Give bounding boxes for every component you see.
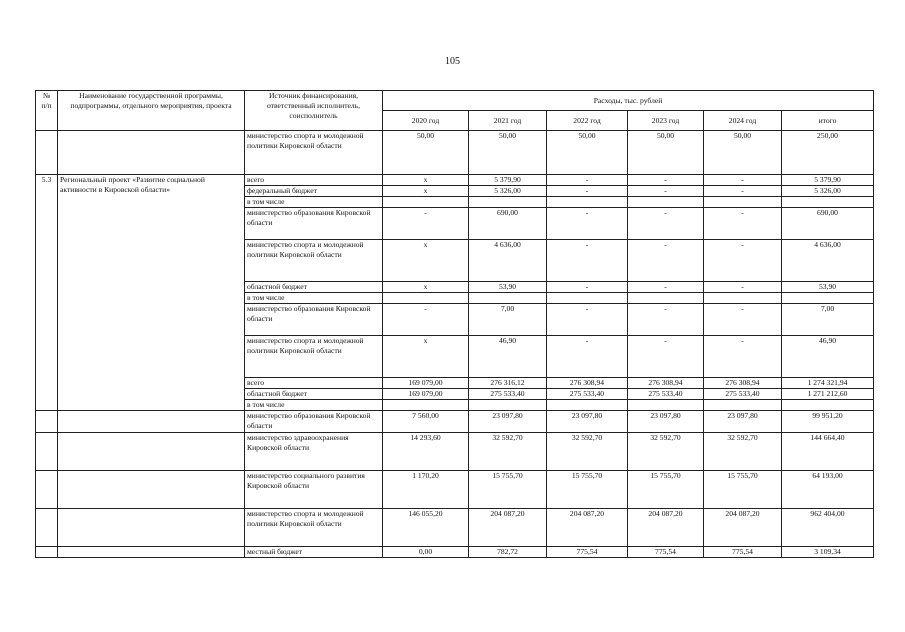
row-total: 5 326,00 bbox=[782, 186, 874, 197]
row-value: 32 592,70 bbox=[469, 433, 547, 471]
row-source: министерство здравоохранения Кировской области bbox=[245, 433, 383, 471]
row-num bbox=[36, 547, 58, 558]
row-source: министерство спорта и молодежной политики Кировской области bbox=[245, 336, 383, 378]
table-row bbox=[36, 509, 874, 547]
row-value bbox=[469, 293, 547, 304]
row-value bbox=[628, 293, 704, 304]
row-value: 775,54 bbox=[628, 547, 704, 558]
row-value bbox=[469, 197, 547, 208]
row-value: x bbox=[383, 282, 469, 293]
row-value: 32 592,70 bbox=[628, 433, 704, 471]
row-source: в том числе bbox=[245, 400, 383, 411]
row-num bbox=[36, 471, 58, 509]
row-value: - bbox=[704, 282, 782, 293]
row-total: 1 274 321,94 bbox=[782, 378, 874, 389]
header-total: итого bbox=[782, 111, 874, 131]
row-source: министерство спорта и молодежной политики Кировской области bbox=[245, 509, 383, 547]
row-value bbox=[469, 400, 547, 411]
table-row bbox=[36, 131, 874, 175]
row-value: 276 308,94 bbox=[628, 378, 704, 389]
row-value: - bbox=[547, 240, 628, 282]
row-value bbox=[383, 197, 469, 208]
row-name bbox=[58, 433, 245, 471]
table-row bbox=[36, 411, 874, 433]
row-value: 276 308,94 bbox=[704, 378, 782, 389]
row-value: 50,00 bbox=[704, 131, 782, 175]
row-value: 204 087,20 bbox=[704, 509, 782, 547]
row-value: 169 079,00 bbox=[383, 378, 469, 389]
row-value: 7,00 bbox=[469, 304, 547, 336]
row-source: министерство спорта и молодежной политики Кировской области bbox=[245, 240, 383, 282]
row-name bbox=[58, 509, 245, 547]
row-value: - bbox=[704, 175, 782, 186]
row-source: в том числе bbox=[245, 197, 383, 208]
row-total bbox=[782, 400, 874, 411]
row-value: 4 636,00 bbox=[469, 240, 547, 282]
row-value: x bbox=[383, 240, 469, 282]
row-value: - bbox=[547, 304, 628, 336]
row-value: 23 097,80 bbox=[547, 411, 628, 433]
row-name bbox=[58, 547, 245, 558]
header-year-2024: 2024 год bbox=[704, 111, 782, 131]
header-name: Наименование государственной программы, подпрограммы, отдельного мероприятия, проекта bbox=[58, 91, 245, 131]
row-total: 690,00 bbox=[782, 208, 874, 240]
row-value bbox=[704, 400, 782, 411]
row-value: x bbox=[383, 336, 469, 378]
row-value: - bbox=[628, 240, 704, 282]
table-row bbox=[36, 547, 874, 558]
row-value: - bbox=[704, 336, 782, 378]
row-value: 46,90 bbox=[469, 336, 547, 378]
row-value bbox=[383, 400, 469, 411]
header-year-2022: 2022 год bbox=[547, 111, 628, 131]
row-value: x bbox=[383, 175, 469, 186]
row-value: 276 316,12 bbox=[469, 378, 547, 389]
row-value: 782,72 bbox=[469, 547, 547, 558]
row-value: 1 170,20 bbox=[383, 471, 469, 509]
row-value: - bbox=[547, 208, 628, 240]
row-source: областной бюджет bbox=[245, 282, 383, 293]
header-year-2020: 2020 год bbox=[383, 111, 469, 131]
row-value: - bbox=[547, 282, 628, 293]
row-value: 275 533,40 bbox=[628, 389, 704, 400]
row-value: 204 087,20 bbox=[628, 509, 704, 547]
row-source: в том числе bbox=[245, 293, 383, 304]
row-value bbox=[704, 293, 782, 304]
row-name bbox=[58, 131, 245, 175]
row-value bbox=[547, 197, 628, 208]
row-value: 275 533,40 bbox=[469, 389, 547, 400]
row-total: 99 951,20 bbox=[782, 411, 874, 433]
row-value: - bbox=[628, 282, 704, 293]
row-value bbox=[628, 400, 704, 411]
row-total: 4 636,00 bbox=[782, 240, 874, 282]
row-source: областной бюджет bbox=[245, 389, 383, 400]
row-value: - bbox=[547, 175, 628, 186]
row-value: 23 097,80 bbox=[628, 411, 704, 433]
header-num: № п/п bbox=[36, 91, 58, 131]
row-value: 204 087,20 bbox=[469, 509, 547, 547]
row-value: 50,00 bbox=[547, 131, 628, 175]
row-value: 5 326,00 bbox=[469, 186, 547, 197]
row-value: - bbox=[704, 304, 782, 336]
header-year-2023: 2023 год bbox=[628, 111, 704, 131]
row-name: Региональный проект «Развитие социальной активности в Кировской области» bbox=[58, 175, 245, 411]
row-value: 5 379,90 bbox=[469, 175, 547, 186]
row-value: - bbox=[547, 186, 628, 197]
row-num bbox=[36, 433, 58, 471]
row-value: - bbox=[383, 208, 469, 240]
row-total: 7,00 bbox=[782, 304, 874, 336]
row-value: - bbox=[628, 336, 704, 378]
row-value: - bbox=[383, 304, 469, 336]
row-total: 144 664,40 bbox=[782, 433, 874, 471]
row-value: 32 592,70 bbox=[547, 433, 628, 471]
row-value: 0,00 bbox=[383, 547, 469, 558]
row-total bbox=[782, 293, 874, 304]
row-value bbox=[547, 293, 628, 304]
row-value: 50,00 bbox=[628, 131, 704, 175]
row-source: всего bbox=[245, 175, 383, 186]
row-total: 64 193,00 bbox=[782, 471, 874, 509]
row-value: - bbox=[628, 304, 704, 336]
row-value: 23 097,80 bbox=[704, 411, 782, 433]
row-value: - bbox=[628, 208, 704, 240]
row-total: 962 404,00 bbox=[782, 509, 874, 547]
row-value: 15 755,70 bbox=[628, 471, 704, 509]
row-value: 275 533,40 bbox=[547, 389, 628, 400]
row-value: 23 097,80 bbox=[469, 411, 547, 433]
row-value: 32 592,70 bbox=[704, 433, 782, 471]
row-value: - bbox=[628, 175, 704, 186]
row-value bbox=[547, 400, 628, 411]
row-source: министерство образования Кировской области bbox=[245, 208, 383, 240]
row-source: министерство социального развития Кировской области bbox=[245, 471, 383, 509]
row-total: 53,90 bbox=[782, 282, 874, 293]
row-value: 53,90 bbox=[469, 282, 547, 293]
row-total bbox=[782, 197, 874, 208]
row-value bbox=[383, 293, 469, 304]
row-value: 276 308,94 bbox=[547, 378, 628, 389]
row-num: 5.3 bbox=[36, 175, 58, 411]
header-expenses: Расходы, тыс. рублей bbox=[383, 91, 874, 111]
row-value: 50,00 bbox=[469, 131, 547, 175]
row-value: 775,54 bbox=[704, 547, 782, 558]
row-total: 5 379,90 bbox=[782, 175, 874, 186]
row-source: местный бюджет bbox=[245, 547, 383, 558]
table-row bbox=[36, 175, 874, 186]
table-row bbox=[36, 433, 874, 471]
table-body bbox=[36, 131, 874, 558]
row-value: - bbox=[704, 240, 782, 282]
row-value: 204 087,20 bbox=[547, 509, 628, 547]
row-value: - bbox=[628, 186, 704, 197]
row-num bbox=[36, 509, 58, 547]
row-value: - bbox=[704, 186, 782, 197]
budget-table bbox=[35, 90, 874, 558]
row-source: министерство образования Кировской области bbox=[245, 304, 383, 336]
row-value bbox=[704, 197, 782, 208]
row-value: 146 055,20 bbox=[383, 509, 469, 547]
row-num bbox=[36, 411, 58, 433]
row-value: x bbox=[383, 186, 469, 197]
row-value: 50,00 bbox=[383, 131, 469, 175]
row-total: 46,90 bbox=[782, 336, 874, 378]
row-value: 15 755,70 bbox=[547, 471, 628, 509]
row-total: 1 271 212,60 bbox=[782, 389, 874, 400]
row-total: 3 109,34 bbox=[782, 547, 874, 558]
row-num bbox=[36, 131, 58, 175]
row-value: 275 533,40 bbox=[704, 389, 782, 400]
row-value: 14 293,60 bbox=[383, 433, 469, 471]
row-value: 7 560,00 bbox=[383, 411, 469, 433]
row-name bbox=[58, 471, 245, 509]
row-value: 775,54 bbox=[547, 547, 628, 558]
row-value: 15 755,70 bbox=[469, 471, 547, 509]
row-source: министерство образования Кировской области bbox=[245, 411, 383, 433]
header-year-2021: 2021 год bbox=[469, 111, 547, 131]
row-value bbox=[628, 197, 704, 208]
row-total: 250,00 bbox=[782, 131, 874, 175]
row-name bbox=[58, 411, 245, 433]
table-row bbox=[36, 471, 874, 509]
row-value: 169 079,00 bbox=[383, 389, 469, 400]
row-value: - bbox=[547, 336, 628, 378]
row-value: - bbox=[704, 208, 782, 240]
row-source: федеральный бюджет bbox=[245, 186, 383, 197]
row-value: 15 755,70 bbox=[704, 471, 782, 509]
row-value: 690,00 bbox=[469, 208, 547, 240]
row-source: всего bbox=[245, 378, 383, 389]
row-source: министерство спорта и молодежной политики Кировской области bbox=[245, 131, 383, 175]
page-number: 105 bbox=[445, 56, 460, 67]
header-source: Источник финансирования, ответственный исполнитель, соисполнитель bbox=[245, 91, 383, 131]
